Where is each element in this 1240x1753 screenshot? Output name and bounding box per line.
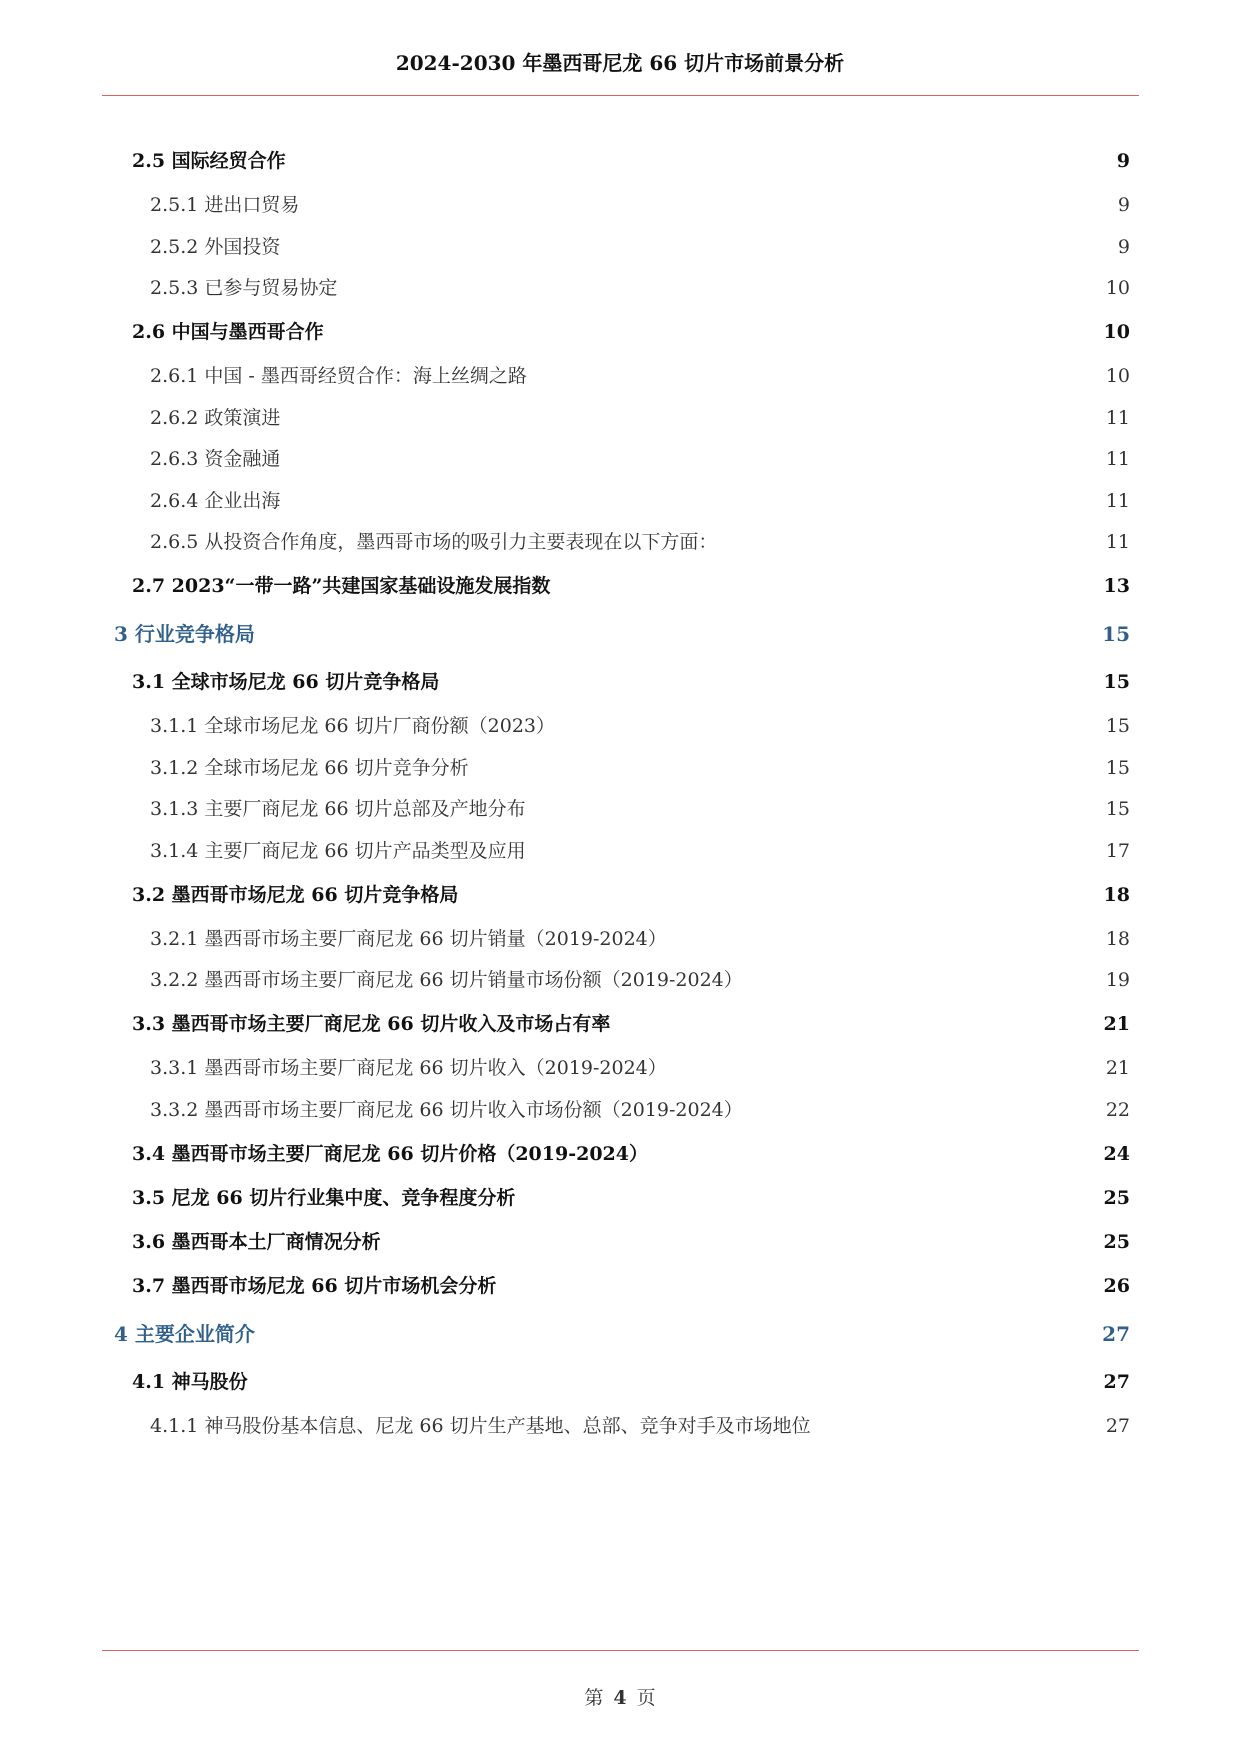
footer-divider: [102, 1650, 1139, 1651]
toc-entry[interactable]: [0, 1183, 1240, 1213]
toc-entry-title: 3.1.3 主要厂商尼龙 66 切片总部及产地分布: [150, 798, 526, 820]
toc-entry-page-number: 24: [1103, 1142, 1130, 1165]
toc-entry[interactable]: [0, 1095, 1240, 1125]
toc-entry-title: 3.3.2 墨西哥市场主要厂商尼龙 66 切片收入市场份额（2019-2024）: [150, 1098, 743, 1121]
toc-entry-page-number: 27: [1102, 1321, 1130, 1346]
toc-entry-title: 2.5.3 已参与贸易协定: [150, 277, 338, 299]
toc-entry[interactable]: [0, 1411, 1240, 1441]
toc-entry-page-number: 22: [1105, 1098, 1130, 1121]
toc-entry-page-number: 18: [1103, 883, 1130, 906]
toc-entry-title: 4.1.1 神马股份基本信息、尼龙 66 切片生产基地、总部、竞争对手及市场地位: [150, 1414, 811, 1437]
toc-entry-page-number: 26: [1103, 1274, 1130, 1297]
toc-entry-title: 3.2 墨西哥市场尼龙 66 切片竞争格局: [132, 883, 459, 906]
toc-entry-page-number: 9: [1117, 235, 1130, 258]
toc-entry-page-number: 15: [1103, 671, 1130, 693]
toc-entry-page-number: 21: [1105, 1057, 1130, 1079]
toc-entry-page-number: 10: [1105, 365, 1130, 387]
toc-entry[interactable]: [0, 273, 1240, 303]
toc-entry-title: 2.5 国际经贸合作: [132, 150, 286, 172]
toc-entry[interactable]: [0, 753, 1240, 783]
toc-entry[interactable]: [0, 1009, 1240, 1039]
toc-entry-page-number: 21: [1103, 1013, 1130, 1035]
toc-entry-page-number: 18: [1105, 927, 1130, 950]
toc-entry-page-number: 25: [1103, 1186, 1130, 1209]
footer-suffix: 页: [636, 1687, 656, 1709]
toc-entry-title: 3.1.1 全球市场尼龙 66 切片厂商份额（2023）: [150, 715, 555, 737]
toc-entry-title: 3.1.2 全球市场尼龙 66 切片竞争分析: [150, 756, 469, 779]
toc-entry-page-number: 17: [1105, 839, 1130, 862]
header-divider: [102, 95, 1139, 96]
toc-entry[interactable]: [0, 361, 1240, 391]
toc-entry-page-number: 9: [1117, 194, 1130, 216]
toc-entry-title: 2.5.1 进出口贸易: [150, 194, 300, 216]
toc-entry-title: 2.6.5 从投资合作角度，墨西哥市场的吸引力主要表现在以下方面：: [150, 531, 718, 553]
toc-entry-title: 3.7 墨西哥市场尼龙 66 切片市场机会分析: [132, 1274, 497, 1297]
toc-entry-page-number: 9: [1116, 150, 1130, 172]
toc-entry-page-number: 27: [1103, 1370, 1130, 1393]
toc-entry[interactable]: [0, 486, 1240, 516]
toc-entry-title: 3.3 墨西哥市场主要厂商尼龙 66 切片收入及市场占有率: [132, 1013, 611, 1035]
toc-entry-title: 3.1.4 主要厂商尼龙 66 切片产品类型及应用: [150, 839, 526, 862]
toc-entry-page-number: 10: [1105, 277, 1130, 299]
toc-entry-title: 3.6 墨西哥本土厂商情况分析: [132, 1230, 381, 1253]
toc-entry[interactable]: [0, 527, 1240, 557]
footer-prefix: 第: [584, 1687, 604, 1709]
toc-entry-title: 3.3.1 墨西哥市场主要厂商尼龙 66 切片收入（2019-2024）: [150, 1057, 667, 1079]
toc-entry[interactable]: [0, 794, 1240, 824]
toc-entry-title: 3.2.1 墨西哥市场主要厂商尼龙 66 切片销量（2019-2024）: [150, 927, 667, 950]
toc-entry-title: 3 行业竞争格局: [114, 622, 255, 646]
toc-entry[interactable]: [0, 190, 1240, 220]
toc-entry-page-number: 11: [1105, 531, 1130, 553]
toc-entry[interactable]: [0, 1319, 1240, 1349]
toc-entry[interactable]: [0, 619, 1240, 649]
toc-entry[interactable]: [0, 1271, 1240, 1301]
toc-entry-title: 2.6.2 政策演进: [150, 406, 281, 429]
toc-entry-title: 3.2.2 墨西哥市场主要厂商尼龙 66 切片销量市场份额（2019-2024）: [150, 969, 743, 991]
toc-entry-title: 2.6.1 中国 - 墨西哥经贸合作：海上丝绸之路: [150, 365, 527, 387]
toc-entry[interactable]: [0, 711, 1240, 741]
toc-entry-title: 2.6.3 资金融通: [150, 448, 281, 470]
toc-entry[interactable]: [0, 1227, 1240, 1257]
toc-entry-page-number: 11: [1105, 448, 1130, 470]
toc-entry-title: 2.6 中国与墨西哥合作: [132, 321, 324, 343]
toc-entry-page-number: 11: [1105, 489, 1130, 512]
toc-entry[interactable]: [0, 965, 1240, 995]
toc-entry-title: 3.5 尼龙 66 切片行业集中度、竞争程度分析: [132, 1186, 516, 1209]
toc-entry-title: 2.7 2023“一带一路”共建国家基础设施发展指数: [132, 575, 551, 597]
toc-entry-title: 3.4 墨西哥市场主要厂商尼龙 66 切片价格（2019-2024）: [132, 1142, 648, 1165]
toc-entry[interactable]: [0, 667, 1240, 697]
toc-entry-title: 4.1 神马股份: [132, 1370, 248, 1393]
toc-entry-title: 2.6.4 企业出海: [150, 489, 281, 512]
toc-entry-page-number: 15: [1105, 715, 1130, 737]
toc-entry[interactable]: [0, 836, 1240, 866]
toc-entry[interactable]: [0, 1367, 1240, 1397]
toc-entry-title: 2.5.2 外国投资: [150, 235, 281, 258]
toc-entry-page-number: 15: [1105, 798, 1130, 820]
page-footer: [0, 1683, 1240, 1710]
toc-entry-page-number: 27: [1105, 1414, 1130, 1437]
toc-entry-page-number: 25: [1103, 1230, 1130, 1253]
toc-entry-title: 3.1 全球市场尼龙 66 切片竞争格局: [132, 671, 440, 693]
page-number: 4: [613, 1687, 627, 1709]
toc-entry[interactable]: [0, 1139, 1240, 1169]
toc-entry[interactable]: [0, 317, 1240, 347]
toc-entry[interactable]: [0, 924, 1240, 954]
toc-entry[interactable]: [0, 403, 1240, 433]
toc-entry[interactable]: [0, 1053, 1240, 1083]
toc-entry[interactable]: [0, 146, 1240, 176]
toc-entry-page-number: 11: [1105, 406, 1130, 429]
toc-entry-page-number: 13: [1103, 575, 1130, 597]
toc-entry[interactable]: [0, 571, 1240, 601]
page-header-title: 2024-2030 年墨西哥尼龙 66 切片市场前景分析: [395, 51, 845, 75]
toc-entry-page-number: 15: [1102, 622, 1130, 646]
toc-entry[interactable]: [0, 232, 1240, 262]
toc-entry[interactable]: [0, 880, 1240, 910]
toc-entry-page-number: 15: [1105, 756, 1130, 779]
toc-entry-title: 4 主要企业简介: [114, 1321, 255, 1346]
toc-entry-page-number: 19: [1105, 969, 1130, 991]
toc-entry[interactable]: [0, 444, 1240, 474]
toc-entry-page-number: 10: [1103, 321, 1130, 343]
